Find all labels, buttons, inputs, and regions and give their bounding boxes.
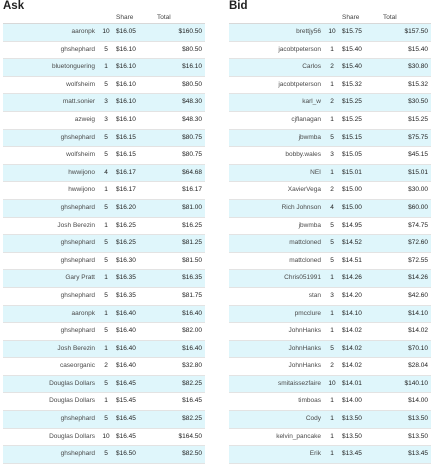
table-row [3,147,205,165]
trader-name: brettjy56 [229,24,325,42]
share-count: 2 [325,358,339,376]
order-total: $16.40 [157,305,205,323]
table-row [229,323,431,341]
order-total: $32.80 [157,358,205,376]
share-price: $16.45 [113,375,157,393]
trader-name: jacobtpeterson [229,41,325,59]
table-row [3,182,205,200]
share-price: $14.51 [339,252,383,270]
bid-title: Bid [229,0,248,12]
share-price: $16.40 [113,358,157,376]
trader-name: Cody [229,411,325,429]
order-total: $30.80 [383,59,431,77]
trader-name: Douglas Dollars [3,428,99,446]
share-count: 3 [99,111,113,129]
trader-name: cjflanagan [229,111,325,129]
share-count: 1 [325,164,339,182]
table-row [3,59,205,77]
table-row [229,393,431,411]
trader-name: Erik [229,446,325,464]
table-row [229,305,431,323]
share-price: $16.45 [113,428,157,446]
order-total: $80.50 [157,41,205,59]
share-price: $16.40 [113,323,157,341]
ask-header-share: Share [113,13,157,24]
share-count: 5 [99,446,113,464]
trader-name: wolfsheim [3,76,99,94]
table-row [3,76,205,94]
trader-name: smitaissezfaire [229,375,325,393]
share-price: $14.26 [339,270,383,288]
table-row [229,111,431,129]
order-total: $16.35 [157,270,205,288]
order-total: $82.25 [157,375,205,393]
order-total: $82.50 [157,446,205,464]
share-price: $16.40 [113,305,157,323]
share-count: 1 [325,305,339,323]
trader-name: JohnHanks [229,323,325,341]
share-price: $13.50 [339,411,383,429]
order-total: $81.50 [157,252,205,270]
trader-name: ghshephard [3,199,99,217]
trader-name: pmcclure [229,305,325,323]
table-row [3,305,205,323]
table-row [229,428,431,446]
table-row [3,129,205,147]
trader-name: ghshephard [3,41,99,59]
trader-name: kelvin_pancake [229,428,325,446]
trader-name: Gary Pratt [3,270,99,288]
order-total: $16.25 [157,217,205,235]
share-count: 5 [99,287,113,305]
share-count: 3 [99,94,113,112]
order-total: $80.75 [157,129,205,147]
share-price: $16.10 [113,94,157,112]
trader-name: wolfsheim [3,147,99,165]
table-row [3,164,205,182]
share-price: $14.02 [339,323,383,341]
share-price: $16.10 [113,41,157,59]
share-count: 10 [325,375,339,393]
order-total: $75.75 [383,129,431,147]
share-price: $15.01 [339,164,383,182]
order-total: $48.30 [157,111,205,129]
trader-name: ghshephard [3,287,99,305]
share-price: $16.05 [113,24,157,42]
share-count: 1 [99,59,113,77]
order-total: $28.04 [383,358,431,376]
trader-name: ghshephard [3,411,99,429]
table-row [3,323,205,341]
table-row [229,182,431,200]
order-total: $164.50 [157,428,205,446]
share-price: $16.45 [113,411,157,429]
share-price: $14.20 [339,287,383,305]
share-count: 3 [325,147,339,165]
table-row [229,217,431,235]
bid-header-share: Share [339,13,383,24]
share-price: $16.35 [113,270,157,288]
table-row [3,428,205,446]
table-row [229,164,431,182]
order-total: $14.26 [383,270,431,288]
share-price: $15.00 [339,199,383,217]
table-row [3,94,205,112]
order-total: $14.00 [383,393,431,411]
trader-name: mattcloned [229,235,325,253]
table-row [229,147,431,165]
table-row [3,252,205,270]
share-count: 1 [99,305,113,323]
share-price: $16.17 [113,164,157,182]
trader-name: Chris051991 [229,270,325,288]
share-price: $16.10 [113,111,157,129]
order-total: $30.00 [383,182,431,200]
trader-name: karl_w [229,94,325,112]
share-count: 1 [99,393,113,411]
share-price: $15.25 [339,94,383,112]
share-count: 2 [325,182,339,200]
table-row [3,287,205,305]
share-count: 5 [99,129,113,147]
trader-name: mattcloned [229,252,325,270]
share-price: $14.01 [339,375,383,393]
share-price: $16.10 [113,76,157,94]
share-count: 5 [325,217,339,235]
share-price: $15.45 [113,393,157,411]
trader-name: matt.sonier [3,94,99,112]
share-count: 5 [99,252,113,270]
trader-name: ghshephard [3,129,99,147]
order-total: $80.50 [157,76,205,94]
order-total: $45.15 [383,147,431,165]
table-row [3,199,205,217]
table-row [229,375,431,393]
share-price: $15.00 [339,182,383,200]
share-price: $14.95 [339,217,383,235]
table-row [229,24,431,42]
trader-name: NEI [229,164,325,182]
table-row [3,393,205,411]
ask-panel [3,0,205,464]
table-row [3,111,205,129]
trader-name: caseorganic [3,358,99,376]
share-price: $14.02 [339,340,383,358]
table-row [3,358,205,376]
order-total: $81.00 [157,199,205,217]
trader-name: timboas [229,393,325,411]
trader-name: Josh Berezin [3,217,99,235]
order-total: $82.00 [157,323,205,341]
share-price: $14.52 [339,235,383,253]
bid-table [229,13,431,464]
share-count: 5 [325,252,339,270]
share-count: 2 [325,94,339,112]
order-total: $74.75 [383,217,431,235]
order-total: $72.60 [383,235,431,253]
share-count: 2 [99,358,113,376]
share-price: $15.40 [339,59,383,77]
share-count: 1 [99,182,113,200]
trader-name: ghshephard [3,252,99,270]
trader-name: Josh Berezin [3,340,99,358]
share-price: $15.75 [339,24,383,42]
share-price: $15.25 [339,111,383,129]
order-total: $64.68 [157,164,205,182]
share-count: 5 [99,199,113,217]
bid-header-name [229,13,325,24]
share-count: 5 [99,323,113,341]
order-total: $13.45 [383,446,431,464]
share-count: 5 [99,147,113,165]
order-total: $160.50 [157,24,205,42]
share-count: 5 [99,41,113,59]
order-total: $13.50 [383,428,431,446]
share-count: 1 [325,111,339,129]
order-total: $72.55 [383,252,431,270]
share-price: $15.05 [339,147,383,165]
table-row [229,446,431,464]
order-total: $60.00 [383,199,431,217]
share-count: 10 [325,24,339,42]
ask-header-row [3,13,205,24]
share-count: 1 [99,270,113,288]
share-price: $13.50 [339,428,383,446]
order-total: $42.60 [383,287,431,305]
trader-name: ghshephard [3,323,99,341]
order-total: $82.25 [157,411,205,429]
order-total: $16.45 [157,393,205,411]
trader-name: jbwmba [229,129,325,147]
share-price: $16.40 [113,340,157,358]
share-count: 1 [325,41,339,59]
share-count: 5 [99,375,113,393]
table-row [229,94,431,112]
share-price: $16.35 [113,287,157,305]
table-row [3,24,205,42]
table-row [3,41,205,59]
order-total: $16.17 [157,182,205,200]
table-row [229,358,431,376]
share-count: 1 [325,270,339,288]
share-price: $16.15 [113,147,157,165]
trader-name: JohnHanks [229,340,325,358]
bid-header-row [229,13,431,24]
table-row [229,41,431,59]
share-count: 5 [99,76,113,94]
order-total: $16.10 [157,59,205,77]
trader-name: aaronpk [3,24,99,42]
share-count: 5 [99,411,113,429]
trader-name: aaronpk [3,305,99,323]
order-total: $30.50 [383,94,431,112]
trader-name: Rich Johnson [229,199,325,217]
share-count: 1 [325,411,339,429]
bid-header-shares [325,13,339,24]
order-total: $15.01 [383,164,431,182]
share-price: $14.10 [339,305,383,323]
order-total: $15.32 [383,76,431,94]
order-total: $14.02 [383,323,431,341]
share-count: 10 [99,24,113,42]
trader-name: bluetonguering [3,59,99,77]
share-price: $16.50 [113,446,157,464]
trader-name: hwwijono [3,164,99,182]
share-price: $16.10 [113,59,157,77]
order-total: $13.50 [383,411,431,429]
share-price: $16.25 [113,235,157,253]
share-count: 1 [325,76,339,94]
table-row [229,287,431,305]
order-total: $16.40 [157,340,205,358]
share-count: 1 [99,217,113,235]
order-total: $70.10 [383,340,431,358]
trader-name: azweig [3,111,99,129]
trader-name: JohnHanks [229,358,325,376]
share-count: 1 [325,446,339,464]
trader-name: bobby.wales [229,147,325,165]
table-row [229,235,431,253]
table-row [229,270,431,288]
order-total: $14.10 [383,305,431,323]
share-price: $16.20 [113,199,157,217]
order-total: $48.30 [157,94,205,112]
table-row [3,270,205,288]
table-row [3,340,205,358]
order-total: $15.25 [383,111,431,129]
table-row [3,411,205,429]
share-count: 1 [99,340,113,358]
ask-header-total: Total [157,13,205,24]
trader-name: Douglas Dollars [3,393,99,411]
table-row [3,217,205,235]
share-count: 4 [325,199,339,217]
share-price: $14.02 [339,358,383,376]
trader-name: Carlos [229,59,325,77]
table-row [229,411,431,429]
table-row [3,446,205,464]
share-count: 4 [99,164,113,182]
table-row [229,340,431,358]
share-price: $15.40 [339,41,383,59]
trader-name: ghshephard [3,446,99,464]
share-price: $14.00 [339,393,383,411]
ask-table [3,13,205,464]
order-total: $157.50 [383,24,431,42]
share-price: $15.32 [339,76,383,94]
share-count: 3 [325,287,339,305]
ask-rows [3,24,205,464]
trader-name: stan [229,287,325,305]
order-total: $15.40 [383,41,431,59]
share-count: 1 [325,428,339,446]
share-price: $16.25 [113,217,157,235]
share-price: $15.15 [339,129,383,147]
bid-rows [229,24,431,464]
share-price: $16.15 [113,129,157,147]
share-count: 5 [325,340,339,358]
bid-panel [229,0,431,464]
share-count: 2 [325,59,339,77]
order-total: $81.25 [157,235,205,253]
share-count: 1 [325,323,339,341]
share-count: 5 [325,235,339,253]
trader-name: jbwmba [229,217,325,235]
table-row [3,375,205,393]
share-count: 5 [99,235,113,253]
share-price: $16.30 [113,252,157,270]
trader-name: Douglas Dollars [3,375,99,393]
table-row [229,76,431,94]
share-price: $16.17 [113,182,157,200]
trader-name: ghshephard [3,235,99,253]
share-price: $13.45 [339,446,383,464]
share-count: 1 [325,393,339,411]
order-total: $80.75 [157,147,205,165]
table-row [229,59,431,77]
share-count: 5 [325,129,339,147]
trader-name: jacobtpeterson [229,76,325,94]
order-total: $140.10 [383,375,431,393]
table-row [229,199,431,217]
order-total: $81.75 [157,287,205,305]
ask-header-shares [99,13,113,24]
bid-header-total: Total [383,13,431,24]
table-row [229,252,431,270]
trader-name: XavierVega [229,182,325,200]
table-row [229,129,431,147]
ask-title: Ask [3,0,25,12]
share-count: 10 [99,428,113,446]
table-row [3,235,205,253]
ask-header-name [3,13,99,24]
trader-name: hwwijono [3,182,99,200]
